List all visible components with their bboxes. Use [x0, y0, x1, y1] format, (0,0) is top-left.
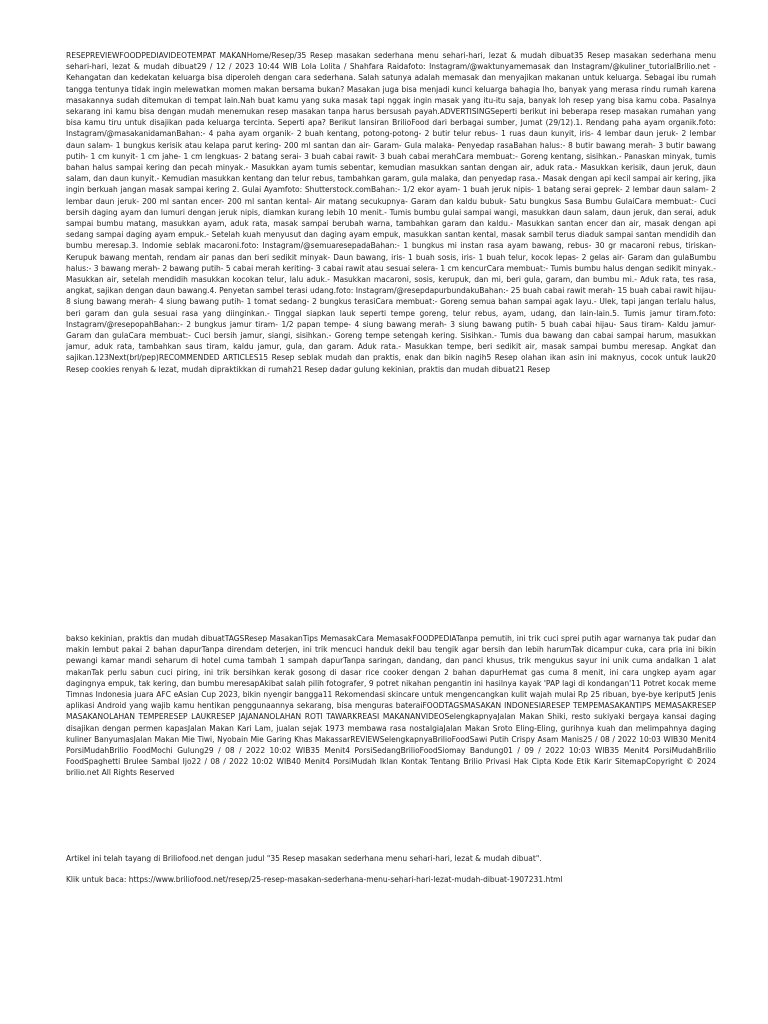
read-link-note: Klik untuk baca: https://www.briliofood.net/resep/25-resep-masakan-sederhana-menu-sehari-hari-lezat-mudah-dibuat-1907231.html — [66, 875, 563, 885]
published-note: Artikel ini telah tayang di Briliofood.net dengan judul "35 Resep masakan sederhana menu sehari-hari, lezat & mudah dibuat". — [66, 854, 542, 863]
document-page — [66, 50, 716, 885]
article-main-text: RESEPREVIEWFOODPEDIAVIDEOTEMPAT MAKANHome/Resep/35 Resep masakan sederhana menu sehari-hari, lezat & mudah dibuat35 Resep masakan sederhana menu sehari-hari, lezat & mudah dibuat29 / 12 / 2023 10:44 WIB Lola Lolita / Shahfara Raidafoto: Instagram/@waktunyamemasak dan Instagram/@kuliner_tutorialBrilio.net - Kehangatan dan kedekatan keluarga bisa diperoleh dengan cara sederhana. Salah satunya adalah memasak dan menyajikan makanan untuk keluarga. Sebagai ibu rumah tangga tentunya tidak ingin melewatkan momen makan bersama bukan? Masakan juga bisa menjadi kunci keluarga bahagia lho, banyak yang merasa rindu rumah karena masakannya sudah ditemukan di tempat lain.Nah buat kamu yang suka masak tapi nggak ingin masak yang itu-itu saja, banyak loh resep yang bisa kamu coba. Pasalnya sekarang ini kamu bisa dengan mudah menemukan resep masakan tanpa harus bersusah payah.ADVERTISINGSeperti berikut ini beberapa resep masakan rumahan yang bisa kamu tiru untuk disajikan pada keluarga tercinta. Seperti apa? Berikut lansiran BrilioFood dari berbagai sumber, Jumat (29/12).1. Rendang paha ayam organik.foto: Instagram/@masakanidamanBahan:- 4 paha ayam organik- 2 buah kentang, potong-potong- 2 butir telur rebus- 1 ruas daun kunyit, iris- 4 lembar daun jeruk- 2 lembar daun salam- 1 bungkus kerisik atau kelapa parut kering- 200 ml santan dan air- Garam- Gula malaka- Penyedap rasaBahan halus:- 8 butir bawang merah- 3 butir bawang putih- 1 cm kunyit- 1 cm jahe- 1 cm lengkuas- 2 batang serai- 3 buah cabai rawit- 3 buah cabai merahCara membuat:- Goreng kentang, sisihkan.- Panaskan minyak, tumis bahan halus sampai kering dan pecah minyak.- Masukkan ayam tumis sebentar, kemudian masukkan santan dengan air, aduk rata.- Masukkan kerisik, daun jeruk, daun salam, dan daun kunyit.- Kemudian masukkan kentang dan telur rebus, tambahkan garam, gula malaka, dan penyedap rasa.- Masak dengan api kecil sampai air kering, jika ingin berkuah jangan masak sampai kering 2. Gulai Ayamfoto: Shutterstock.comBahan:- 1/2 ekor ayam- 1 buah jeruk nipis- 1 batang serai geprek- 2 lembar daun salam- 2 lembar daun jeruk- 200 ml santan encer- 200 ml santan kental- Air matang secukupnya- Garam dan kaldu bubuk- Satu bungkus Sasa Bumbu GulaiCara membuat:- Cuci bersih daging ayam dan lumuri dengan jeruk nipis, diamkan kurang lebih 10 menit.- Tumis bumbu gulai sampai wangi, masukkan daun salam, daun jeruk, dan serai, aduk sampai bumbu matang, masukkan ayam, aduk rata, masak sampai berubah warna, tambahkan garam dan kaldu.- Masukkan santan encer dan air, masak dengan api sedang sampai daging ayam empuk.- Setelah kuah menyusut dan daging ayam empuk, masukkan santan kental, masak sambil terus diaduk sampai santan mendidih dan bumbu meresap.3. Indomie seblak macaroni.foto: Instagram/@semuaresepadaBahan:- 1 bungkus mi instan rasa ayam bawang, rebus- 30 gr macaroni rebus, tiriskan- Kerupuk bawang mentah, rendam air panas dan beri sedikit minyak- Daun bawang, iris- 1 buah sosis, iris- 1 buah telur, kocok lepas- 2 gelas air- Garam dan gulaBumbu halus:- 3 bawang merah- 2 bawang putih- 5 cabai merah keriting- 3 cabai rawit atau sesuai selera- 1 cm kencurCara membuat:- Tumis bumbu halus dengan sedikit minyak.- Masukkan air, setelah mendidih masukkan kocokan telur, lalu aduk.- Masukkan macaroni, sosis, kerupuk, dan mi, beri gula, garam, dan bumbu mi.- Aduk rata, tes rasa, angkat, sajikan dengan daun bawang.4. Penyetan sambel terasi udang.foto: Instagram/@resepdapurbundakuBahan:- 25 buah cabai rawit merah- 15 buah cabai rawit hijau- 8 siung bawang merah- 4 siung bawang putih- 1 tomat sedang- 2 bungkus terasiCara membuat:- Goreng semua bahan sampai agak layu.- Ulek, tapi jangan terlalu halus, beri garam dan gula sesuai rasa yang diinginkan.- Tinggal siapkan lauk seperti tempe goreng, telur rebus, ayam, udang, dan lain-lain.5. Tumis jamur tiram.foto: Instagram/@resepopahBahan:- 2 bungkus jamur tiram- 1/2 papan tempe- 4 siung bawang merah- 3 siung bawang putih- 5 buah cabai hijau- Saus tiram- Kaldu jamur- Garam dan gulaCara membuat:- Cuci bersih jamur, siangi, sisihkan.- Goreng tempe setengah kering. Sisihkan.- Tumis dua bawang dan cabai sampai harum, masukkan jamur, aduk rata, tambahkan saus tiram, kaldu jamur, gula, dan garam. Aduk rata.- Masukkan tempe, beri sedikit air, masak sampai bumbu meresap. Angkat dan sajikan.123Next(brl/pep)RECOMMENDED ARTICLES15 Resep seblak mudah dan praktis, enak dan bikin nagih5 Resep olahan ikan asin ini maknyus, cocok untuk lauk20 Resep cookies renyah & lezat, mudah dipraktikkan di rumah21 Resep dadar gulung kekinian, praktis dan mudah dibuat21 Resep — [66, 51, 716, 374]
article-footer-text: bakso kekinian, praktis dan mudah dibuatTAGSResep MasakanTips MemasakCara MemasakFOODPEDIATanpa pemutih, ini trik cuci sprei putih agar warnanya tak pudar dan makin lembut pakai 2 bahan dapurTanpa direndam deterjen, ini trik mencuci handuk dekil bau tengik agar bersih dan lebih harumTak dicampur cuka, cara pria ini bikin pewangi kamar mandi seharum di hotel cuma tambah 1 sampah dapurTanpa saringan, dandang, dan panci khusus, trik mengukus sayur ini unik cuma andalkan 1 alat makanTak perlu sabun cuci piring, ini trik bersihkan kerak gosong di dasar rice cooker dengan 2 bahan dapurHemat gas cuma 8 menit, ini cara ungkep ayam agar dagingnya empuk, tak kering, dan bumbu meresapAkibat salah pilih fotografer, 9 potret nikahan pengantin ini hasilnya kayak 'PAP lagi di kondangan'11 Potret kocak meme Timnas Indonesia juara AFC eAsian Cup 2023, bikin nyengir bangga11 Rekomendasi skincare untuk mengencangkan kulit wajah mulai Rp 25 ribuan, bye-bye keriput5 Jenis aplikasi Android yang wajib kamu hentikan penggunaannya sekarang, bisa menguras bateraiFOODTAGSMASAKAN INDONESIARESEP TEMPEMASAKANTIPS MEMASAKRESEP MASAKANOLAHAN TEMPERESEP LAUKRESEP JAJANANOLAHAN ROTI TAWARKREASI MAKANANVIDEOSelengkapnyaJalan Makan Shiki, resto sukiyaki bergaya kansai daging disajikan dengan permen kapasJalan Makan Kari Lam, jualan sejak 1973 membawa rasa nostalgiaJalan Makan Sroto Eling-Eling, gurihnya kuah dan melimpahnya daging kuliner BanyumasJalan Makan Mie Tiwi, Nyobain Mie Garing Khas MakassarREVIEWSelengkapnyaBrilioFoodSawi Putih Crispy Asam Manis25 / 08 / 2022 10:03 WIB30 Menit4 PorsiMudahBrilio FoodMochi Gulung29 / 08 / 2022 10:02 WIB35 Menit4 PorsiSedangBrilioFoodSiomay Bandung01 / 09 / 2022 10:03 WIB35 Menit4 PorsiMudahBrilio FoodSpaghetti Brulee Sambal Ijo22 / 08 / 2022 10:02 WIB40 Menit4 PorsiMudah Iklan Kontak Tentang Brilio Privasi Hak Cipta Kode Etik Karir SitemapCopyright © 2024 brilio.net All Rights Reserved — [66, 634, 716, 778]
